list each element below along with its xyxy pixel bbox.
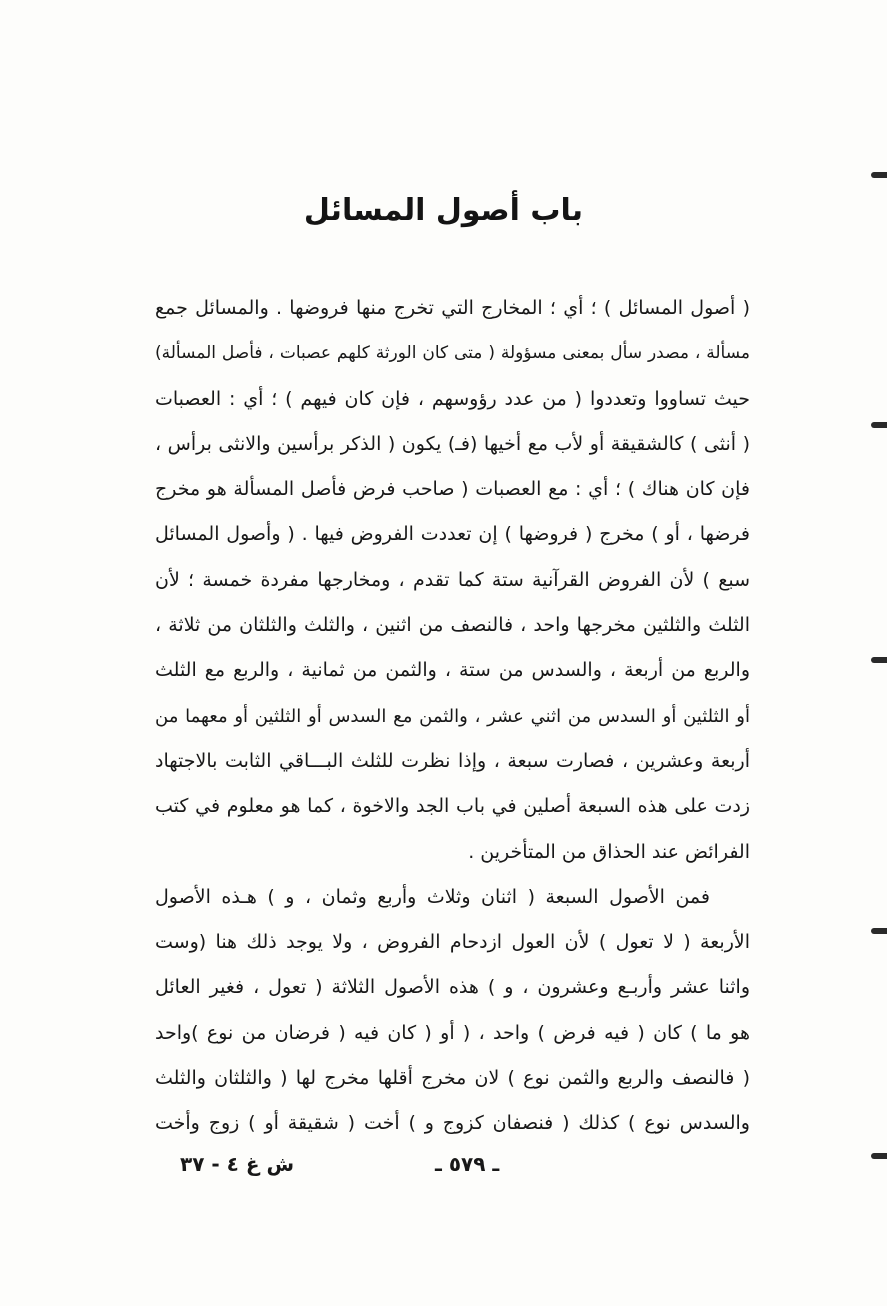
body-text [155,286,750,1147]
text-line: والربع من أربعة ، والسدس من ستة ، والثمن من ثمانية ، والربع مع الثلث [155,659,750,682]
text-line: حيث تساووا وتعددوا ( من عدد رؤوسهم ، فإن كان فيهم ) ؛ أي : العصبات [155,387,750,410]
text-line: مسألة ، مصدر سأل بمعنى مسؤولة ( متى كان الورثة كلهم عصبات ، فأصل المسألة) [155,343,750,364]
edge-mark [871,928,887,934]
text-line: أو الثلثين أو السدس من اثني عشر ، والثمن مع السدس أو الثلثين أو معهما من [155,705,750,727]
text-line: ( أنثى ) كالشقيقة أو لأب مع أخيها (فـ) يكون ( الذكر برأسين والانثى برأس ، [155,432,750,455]
text-line: فمن الأصول السبعة ( اثنان وثلاث وأربع وثمان ، و ) هـذه الأصول [155,885,710,908]
text-line: ( أصول المسائل ) ؛ أي ؛ المخارج التي تخرج منها فروضها . والمسائل جمع [155,297,750,319]
text-line: ( فالنصف والربع والثمن نوع ) لان مخرج أقلها مخرج لها ( والثلثان والثلث [155,1067,750,1090]
text-line: واثنا عشر وأربـع وعشرون ، و ) هذه الأصول الثلاثة ( تعول ، فغير العائل [155,976,750,999]
text-line: الأربعة ( لا تعول ) لأن العول ازدحام الفروض ، ولا يوجد ذلك هنا (وست [155,931,750,954]
text-line: الثلث والثلثين مخرجها واحد ، فالنصف من اثنين ، والثلث والثلثان من ثلاثة ، [155,614,750,637]
text-line: هو ما ) كان ( فيه فرض ) واحد ، ( أو ( كان فيه ( فرضان من نوع )واحد [155,1021,750,1044]
text-line: أربعة وعشرين ، فصارت سبعة ، وإذا نظرت للثلث البـــاقي الثابت بالاجتهاد [155,749,750,772]
page-footer [180,1152,530,1192]
edge-mark [871,422,887,428]
text-line: والسدس نوع ) كذلك ( فنصفان كزوج و ) أخت ( شقيقة أو ) زوج وأخت [155,1112,750,1135]
text-line: الفرائض عند الحذاق من المتأخرين . [468,840,750,863]
page-number: ـ ٥٧٩ ـ [435,1152,500,1176]
edge-mark [871,172,887,178]
text-line: سبع ) لأن الفروض القرآنية ستة كما تقدم ، ومخارجها مفردة خمسة ؛ لأن [155,568,750,591]
chapter-title: باب أصول المسائل [303,193,584,228]
text-line: فرضها ، أو ) مخرج ( فروضها ) إن تعددت الفروض فيها . ( وأصول المسائل [155,523,750,546]
edge-mark [871,1153,887,1159]
edge-mark [871,657,887,663]
printer-signature: ش غ ٤ - ٣٧ [180,1152,295,1176]
text-line: فإن كان هناك ) ؛ أي : مع العصبات ( صاحب فرض فأصل المسألة هو مخرج [155,478,750,501]
text-line: زدت على هذه السبعة أصلين في باب الجد والاخوة ، كما هو معلوم في كتب [155,795,750,818]
